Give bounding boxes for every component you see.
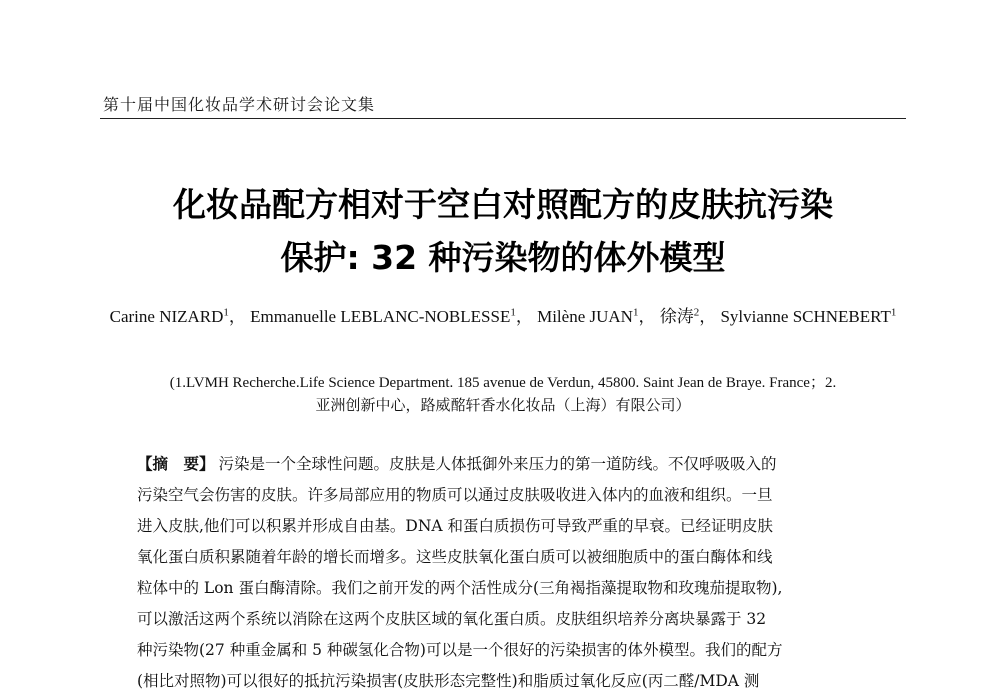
author bbox=[110, 307, 229, 326]
affil-marker: 1 bbox=[632, 306, 639, 319]
affil-marker: 1 bbox=[223, 306, 229, 319]
author-list: Carine NIZARD$^1$， Emmanuelle LEBLANC-NOBLESSE$^1$， Milène JUAN$^1$， 徐涛$^2$， Sylvianne SCHNEBERT$^1$ bbox=[109, 306, 897, 326]
abstract bbox=[137, 448, 867, 697]
affiliations bbox=[100, 372, 906, 418]
author-name: Sylvianne SCHNEBERT bbox=[720, 307, 891, 326]
title-line-2: 保护: 32 种污染物的体外模型 bbox=[280, 238, 726, 277]
author-name: Milène JUAN bbox=[537, 307, 633, 326]
author bbox=[250, 307, 516, 326]
running-head: 第十届中国化妆品学术研讨会论文集 bbox=[103, 95, 376, 114]
affiliation-line-2: 亚洲创新中心，路威酩轩香水化妆品（上海）有限公司） bbox=[315, 398, 691, 414]
author bbox=[660, 307, 700, 326]
author-name: Carine NIZARD bbox=[109, 307, 224, 326]
abstract-line: (相比对照物)可以很好的抵抗污染损害(皮肤形态完整性)和脂质过氧化反应(丙二醛/MDA 测 bbox=[137, 672, 760, 690]
abstract-line: 氧化蛋白质积累随着年龄的增长而增多。这些皮肤氧化蛋白质可以被细胞质中的蛋白酶体和线 bbox=[137, 548, 773, 566]
abstract-line bbox=[137, 448, 867, 480]
affiliation-line-1: (1.LVMH Recherche.Life Science Department. 185 avenue de Verdun, 45800. Saint Jean de Braye. France；2. bbox=[169, 375, 837, 391]
paper-title bbox=[100, 178, 906, 284]
abstract-text: 污染是一个全球性问题。皮肤是人体抵御外来压力的第一道防线。不仅呼吸吸入的 bbox=[218, 455, 777, 473]
header-rule bbox=[100, 118, 906, 119]
author bbox=[537, 307, 638, 326]
author-name: Emmanuelle LEBLANC-NOBLESSE bbox=[250, 307, 511, 326]
abstract-line: 污染空气会伤害的皮肤。许多局部应用的物质可以通过皮肤吸收进入体内的血液和组织。一旦 bbox=[137, 486, 773, 504]
affil-marker: 1 bbox=[890, 306, 897, 319]
affil-marker: 2 bbox=[693, 306, 700, 319]
abstract-line: 可以激活这两个系统以消除在这两个皮肤区域的氧化蛋白质。皮肤组织培养分离块暴露于 32 bbox=[137, 610, 767, 628]
abstract-line: 粒体中的 Lon 蛋白酶清除。我们之前开发的两个活性成分(三角褐指藻提取物和玫瑰茄提取物), bbox=[137, 579, 783, 597]
abstract-label: 【摘 要】 bbox=[137, 454, 215, 473]
title-line-1: 化妆品配方相对于空白对照配方的皮肤抗污染 bbox=[173, 185, 833, 224]
abstract-line: 进入皮肤,他们可以积累并形成自由基。DNA 和蛋白质损伤可导致严重的早衰。已经证明皮肤 bbox=[137, 517, 774, 535]
affil-marker: 1 bbox=[510, 306, 516, 319]
abstract-line: 种污染物(27 种重金属和 5 种碳氢化合物)可以是一个很好的污染损害的体外模型。我们的配方 bbox=[137, 641, 783, 659]
author bbox=[720, 307, 896, 326]
author-name: 徐涛 bbox=[659, 307, 694, 326]
